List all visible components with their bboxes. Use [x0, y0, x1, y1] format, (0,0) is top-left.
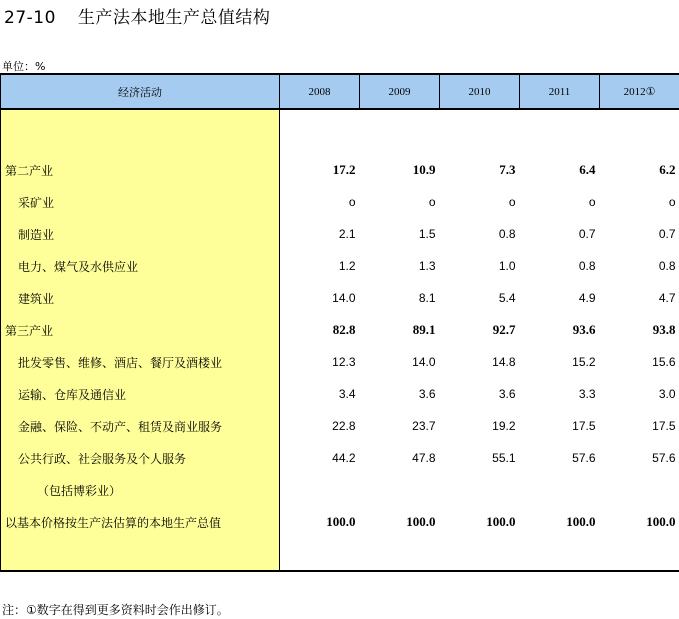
table-row: [1, 442, 679, 474]
value-cell: 15.6: [652, 355, 676, 369]
value-cell: 22.8: [332, 419, 356, 433]
value-cell: 100.0: [326, 514, 356, 529]
table-row: [1, 314, 679, 346]
value-cell: [440, 474, 520, 506]
header-year-2009: 2009: [360, 74, 440, 109]
value-cell: 3.4: [338, 387, 356, 401]
value-cell: 5.4: [498, 291, 516, 305]
row-label: 公共行政、社会服务及个人服务: [1, 442, 280, 474]
row-label: 批发零售、维修、酒店、餐厅及酒楼业: [1, 346, 280, 378]
value-cell: 0.8: [658, 259, 676, 273]
padding-cell: [360, 538, 440, 571]
spacer-cell: [600, 109, 679, 154]
value-cell: 89.1: [412, 322, 436, 337]
value-cell: 7.3: [499, 162, 516, 177]
row-label: 金融、保险、不动产、租赁及商业服务: [1, 410, 280, 442]
value-cell: 14.8: [492, 355, 516, 369]
table-row: [1, 154, 679, 186]
row-label: 制造业: [1, 218, 280, 250]
value-cell: o: [508, 195, 516, 209]
value-cell: 100.0: [486, 514, 516, 529]
value-cell: o: [588, 195, 596, 209]
table-row: [1, 474, 679, 506]
value-cell: [520, 474, 600, 506]
table-number: 27-10: [4, 8, 56, 28]
value-cell: 3.0: [658, 387, 676, 401]
spacer-cell: [520, 109, 600, 154]
value-cell: 19.2: [492, 419, 516, 433]
value-cell: o: [428, 195, 436, 209]
value-cell: 1.5: [418, 227, 436, 241]
bottom-padding-row: [1, 538, 679, 571]
value-cell: 3.6: [418, 387, 436, 401]
value-cell: 8.1: [418, 291, 436, 305]
gdp-structure-table: [0, 73, 679, 572]
value-cell: 0.7: [658, 227, 676, 241]
value-cell: 12.3: [332, 355, 356, 369]
row-label: 第三产业: [1, 314, 280, 346]
value-cell: 6.4: [579, 162, 596, 177]
unit-label: 单位：%: [2, 60, 46, 73]
spacer-cell: [280, 109, 360, 154]
table-row: [1, 282, 679, 314]
value-cell: 14.0: [412, 355, 436, 369]
header-year-2008: 2008: [280, 74, 360, 109]
header-economic-activity: 经济活动: [1, 74, 280, 109]
header-row: [1, 74, 679, 109]
row-label: 电力、煤气及水供应业: [1, 250, 280, 282]
spacer-cell: [440, 109, 520, 154]
value-cell: 17.5: [572, 419, 596, 433]
row-label: （包括博彩业）: [1, 474, 280, 506]
value-cell: 0.8: [578, 259, 596, 273]
value-cell: [360, 474, 440, 506]
value-cell: 100.0: [406, 514, 436, 529]
value-cell: 2.1: [338, 227, 356, 241]
header-year-2011: 2011: [520, 74, 600, 109]
value-cell: 82.8: [332, 322, 356, 337]
value-cell: 3.6: [498, 387, 516, 401]
value-cell: 4.9: [578, 291, 596, 305]
value-cell: 17.5: [652, 419, 676, 433]
value-cell: 93.6: [572, 322, 596, 337]
value-cell: 55.1: [492, 451, 516, 465]
page-title: [4, 3, 270, 28]
value-cell: o: [668, 195, 676, 209]
value-cell: 14.0: [332, 291, 356, 305]
value-cell: 10.9: [412, 162, 436, 177]
padding-cell: [280, 538, 360, 571]
padding-cell: [440, 538, 520, 571]
row-label: 以基本价格按生产法估算的本地生产总值: [1, 506, 280, 538]
value-cell: 1.0: [498, 259, 516, 273]
value-cell: 1.2: [338, 259, 356, 273]
row-label: 采矿业: [1, 186, 280, 218]
value-cell: 23.7: [412, 419, 436, 433]
header-year-2012: 2012①: [600, 74, 679, 109]
row-label: 第二产业: [1, 154, 280, 186]
value-cell: 17.2: [332, 162, 356, 177]
value-cell: 47.8: [412, 451, 436, 465]
row-label: 运输、仓库及通信业: [1, 378, 280, 410]
spacer-cell: [360, 109, 440, 154]
footnote: 注：①数字在得到更多资料时会作出修订。: [2, 603, 229, 617]
table-row: [1, 186, 679, 218]
spacer-row: [1, 109, 679, 154]
padding-cell: [600, 538, 679, 571]
table-row: [1, 346, 679, 378]
table-row: [1, 410, 679, 442]
spacer-label-cell: [1, 109, 280, 154]
value-cell: o: [348, 195, 356, 209]
value-cell: 100.0: [646, 514, 676, 529]
value-cell: 3.3: [578, 387, 596, 401]
value-cell: 57.6: [652, 451, 676, 465]
value-cell: 1.3: [418, 259, 436, 273]
table-row: [1, 506, 679, 538]
table-row: [1, 218, 679, 250]
value-cell: [280, 474, 360, 506]
value-cell: 6.2: [659, 162, 676, 177]
value-cell: [600, 474, 679, 506]
row-label: 建筑业: [1, 282, 280, 314]
value-cell: 57.6: [572, 451, 596, 465]
value-cell: 0.8: [498, 227, 516, 241]
padding-cell: [520, 538, 600, 571]
value-cell: 93.8: [652, 322, 676, 337]
value-cell: 100.0: [566, 514, 596, 529]
table-title: 生产法本地生产总值结构: [77, 8, 271, 28]
value-cell: 92.7: [492, 322, 516, 337]
padding-label-cell: [1, 538, 280, 571]
value-cell: 0.7: [578, 227, 596, 241]
value-cell: 44.2: [332, 451, 356, 465]
table-row: [1, 250, 679, 282]
header-year-2010: 2010: [440, 74, 520, 109]
value-cell: 15.2: [572, 355, 596, 369]
table-row: [1, 378, 679, 410]
value-cell: 4.7: [658, 291, 676, 305]
